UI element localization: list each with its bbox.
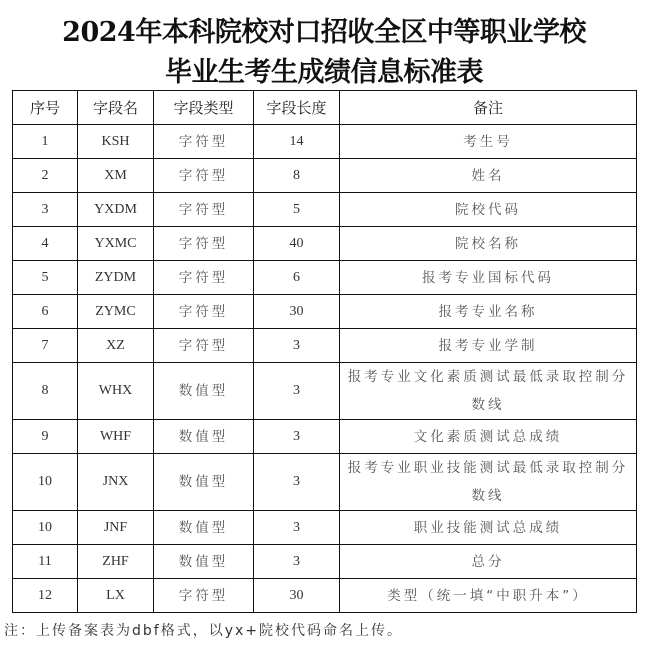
cell-field-type: 字符型: [154, 579, 254, 613]
field-standard-table: [12, 90, 637, 613]
table-row: [13, 545, 637, 579]
cell-serial-no: 10: [13, 454, 78, 511]
cell-field-name: XM: [78, 159, 154, 193]
cell-serial-no: 6: [13, 295, 78, 329]
cell-field-type: 字符型: [154, 193, 254, 227]
cell-remarks: 院校代码: [340, 193, 637, 227]
cell-field-length: 30: [254, 579, 340, 613]
cell-field-length: 3: [254, 454, 340, 511]
cell-field-name: ZYMC: [78, 295, 154, 329]
cell-field-length: 3: [254, 420, 340, 454]
header-field-length: 字段长度: [254, 91, 340, 125]
document-title-line-2: 毕业生考生成绩信息标准表: [165, 57, 483, 88]
cell-serial-no: 3: [13, 193, 78, 227]
cell-field-name: YXMC: [78, 227, 154, 261]
cell-field-type: 数值型: [154, 363, 254, 420]
cell-field-length: 3: [254, 329, 340, 363]
cell-remarks: 报考专业职业技能测试最低录取控制分数线: [340, 454, 637, 511]
cell-remarks: 文化素质测试总成绩: [340, 420, 637, 454]
cell-serial-no: 7: [13, 329, 78, 363]
cell-field-length: 6: [254, 261, 340, 295]
table-row: [13, 579, 637, 613]
header-remarks: 备注: [340, 91, 637, 125]
cell-field-length: 30: [254, 295, 340, 329]
table-row: [13, 227, 637, 261]
header-serial-no: 序号: [13, 91, 78, 125]
cell-field-type: 字符型: [154, 125, 254, 159]
cell-serial-no: 5: [13, 261, 78, 295]
cell-field-type: 数值型: [154, 420, 254, 454]
cell-field-length: 8: [254, 159, 340, 193]
cell-field-type: 字符型: [154, 159, 254, 193]
cell-remarks: 报考专业名称: [340, 295, 637, 329]
cell-remarks: 院校名称: [340, 227, 637, 261]
cell-field-length: 3: [254, 363, 340, 420]
cell-serial-no: 11: [13, 545, 78, 579]
cell-remarks: 报考专业学制: [340, 329, 637, 363]
header-field-type: 字段类型: [154, 91, 254, 125]
cell-field-length: 3: [254, 511, 340, 545]
cell-remarks: 姓名: [340, 159, 637, 193]
table-row: [13, 295, 637, 329]
cell-remarks: 报考专业国标代码: [340, 261, 637, 295]
cell-field-name: ZHF: [78, 545, 154, 579]
table-row: [13, 261, 637, 295]
cell-field-length: 14: [254, 125, 340, 159]
cell-field-name: ZYDM: [78, 261, 154, 295]
document-title-line-1: 2024年本科院校对口招收全区中等职业学校: [62, 17, 586, 48]
cell-remarks: 考生号: [340, 125, 637, 159]
table-row: [13, 159, 637, 193]
cell-field-type: 数值型: [154, 454, 254, 511]
cell-field-length: 5: [254, 193, 340, 227]
cell-field-name: XZ: [78, 329, 154, 363]
cell-field-type: 数值型: [154, 545, 254, 579]
cell-field-name: WHF: [78, 420, 154, 454]
cell-field-name: JNX: [78, 454, 154, 511]
cell-field-type: 字符型: [154, 261, 254, 295]
cell-remarks: 类型（统一填“中职升本”）: [340, 579, 637, 613]
cell-remarks: 报考专业文化素质测试最低录取控制分数线: [340, 363, 637, 420]
cell-field-name: YXDM: [78, 193, 154, 227]
table-row: [13, 363, 637, 420]
cell-serial-no: 2: [13, 159, 78, 193]
cell-field-type: 字符型: [154, 227, 254, 261]
table-row: [13, 511, 637, 545]
cell-field-length: 40: [254, 227, 340, 261]
table-row: [13, 454, 637, 511]
cell-remarks: 总分: [340, 545, 637, 579]
cell-field-name: LX: [78, 579, 154, 613]
cell-field-name: KSH: [78, 125, 154, 159]
cell-serial-no: 12: [13, 579, 78, 613]
cell-field-type: 数值型: [154, 511, 254, 545]
cell-field-length: 3: [254, 545, 340, 579]
cell-field-name: WHX: [78, 363, 154, 420]
cell-serial-no: 9: [13, 420, 78, 454]
cell-remarks: 职业技能测试总成绩: [340, 511, 637, 545]
table-header-row: [13, 91, 637, 125]
table-row: [13, 193, 637, 227]
cell-field-type: 字符型: [154, 295, 254, 329]
cell-field-type: 字符型: [154, 329, 254, 363]
header-field-name: 字段名: [78, 91, 154, 125]
table-row: [13, 125, 637, 159]
cell-serial-no: 4: [13, 227, 78, 261]
cell-field-name: JNF: [78, 511, 154, 545]
cell-serial-no: 10: [13, 511, 78, 545]
cell-serial-no: 8: [13, 363, 78, 420]
table-row: [13, 329, 637, 363]
footnote: 注：上传备案表为dbf格式，以yx+院校代码命名上传。: [4, 623, 404, 639]
table-row: [13, 420, 637, 454]
cell-serial-no: 1: [13, 125, 78, 159]
